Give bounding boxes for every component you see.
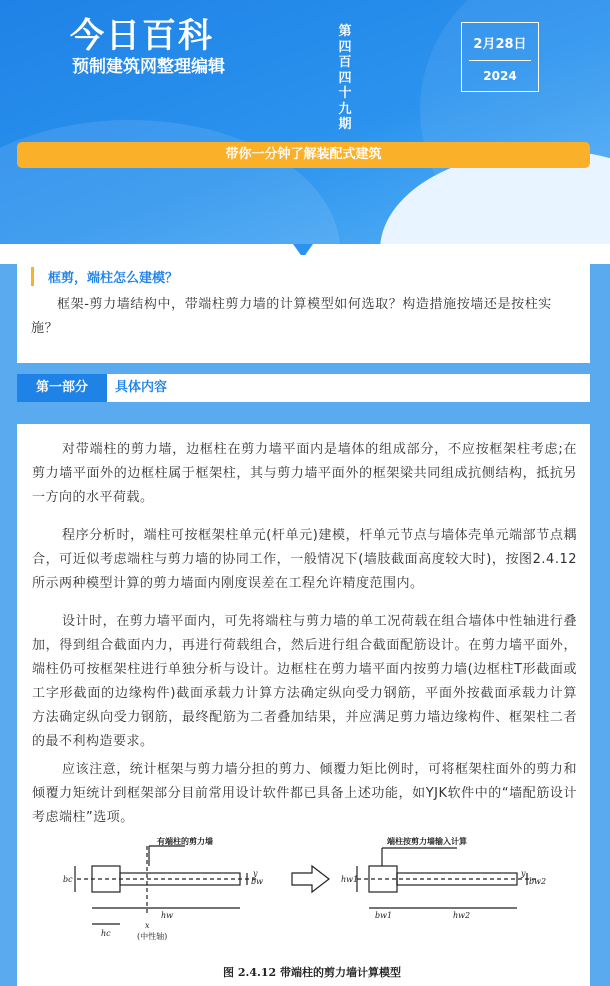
hc-label: hc bbox=[101, 929, 111, 938]
question-title: 框剪，端柱怎么建模？ bbox=[31, 267, 178, 286]
brand-subtitle: 预制建筑网整理编辑 bbox=[72, 57, 225, 77]
date-box bbox=[461, 22, 539, 92]
content-paragraph: 对带端柱的剪力墙，边框柱在剪力墙平面内是墙体的组成部分，不应按框架柱考虑;在剪力墙平面外的边框柱属于框架柱，其与剪力墙平面外的框架梁共同组成抗侧结构，抵抗另一方向的水平荷载。 bbox=[32, 442, 577, 505]
content-paragraph: 程序分析时，端柱可按框架柱单元(杆单元)建模，杆单元节点与墙体壳单元端部节点耦合，可近似考虑端柱与剪力墙的协同工作，一般情况下(墙肢截面高度较大时)，按图2.4.12所示两种模型计算的剪力墙面内刚度误差在工程允许精度范围内。 bbox=[32, 528, 577, 591]
bw2-label: bw2 bbox=[529, 877, 547, 886]
hw-label: hw bbox=[161, 911, 173, 920]
year-text: 2024 bbox=[483, 69, 517, 83]
section-header bbox=[17, 374, 590, 402]
section-label: 具体内容 bbox=[115, 380, 168, 395]
question-card bbox=[17, 255, 590, 363]
x-axis-label: x bbox=[145, 921, 150, 930]
hw1-label: hw1 bbox=[341, 875, 359, 884]
bw1-label: bw1 bbox=[375, 911, 393, 920]
content-card bbox=[17, 424, 590, 986]
question-body: 框架-剪力墙结构中，带端柱剪力墙的计算模型如何选取？构造措施按墙还是按柱实施？ bbox=[31, 297, 552, 336]
bw-label: bw bbox=[251, 877, 263, 886]
decorative-glow bbox=[0, 120, 340, 244]
brand-title: 今日百科 bbox=[70, 16, 214, 56]
figure-caption: 图 2.4.12 带端柱的剪力墙计算模型 bbox=[223, 966, 401, 979]
content-paragraph: 应该注意，统计框架与剪力墙分担的剪力、倾覆力矩比例时，可将框架柱面外的剪力和倾覆力矩统计到框架部分目前常用设计软件都已具备上述功能，如YJK软件中的“墙配筋设计考虑端柱”选项。 bbox=[32, 762, 577, 825]
hw2-label: hw2 bbox=[453, 911, 471, 920]
y-axis-label: y bbox=[253, 869, 258, 878]
header-banner bbox=[0, 0, 610, 244]
bc-label: bc bbox=[63, 875, 73, 884]
banner-tagline: 带你一分钟了解装配式建筑 bbox=[17, 142, 590, 168]
wall-shape bbox=[120, 873, 240, 885]
y-axis-label: y bbox=[521, 869, 526, 878]
neutral-axis-label: (中性轴) bbox=[137, 932, 168, 941]
transform-arrow-icon bbox=[292, 866, 329, 892]
date-divider bbox=[469, 60, 531, 61]
issue-number: 第 四 百 四 十 九 期 bbox=[338, 24, 352, 132]
right-model-label: 端柱按剪力墙输入计算 bbox=[387, 836, 467, 846]
date-text: 2月28日 bbox=[473, 37, 527, 52]
section-tag: 第一部分 bbox=[17, 374, 107, 402]
content-paragraph: 设计时，在剪力墙平面内，可先将端柱与剪力墙的单工况荷载在组合墙体中性轴进行叠加，得到组合截面内力，再进行荷载组合，然后进行组合截面配筋设计。在剪力墙平面外，端柱仍可按框架柱进行单独分析与设计。边框柱在剪力墙平面内按剪力墙(边框柱T形截面或工字形截面的边缘构件)截面承载力计算方法确定纵向受力钢筋，平面外按截面承载力计算方法确定纵向受力钢筋，最终配筋为二者叠加结果，并应满足剪力墙边缘构件、框架柱二者的最不利构造要求。 bbox=[32, 614, 577, 749]
left-model-label: 有端柱的剪力墙 bbox=[157, 836, 213, 846]
structural-figure bbox=[57, 836, 567, 986]
